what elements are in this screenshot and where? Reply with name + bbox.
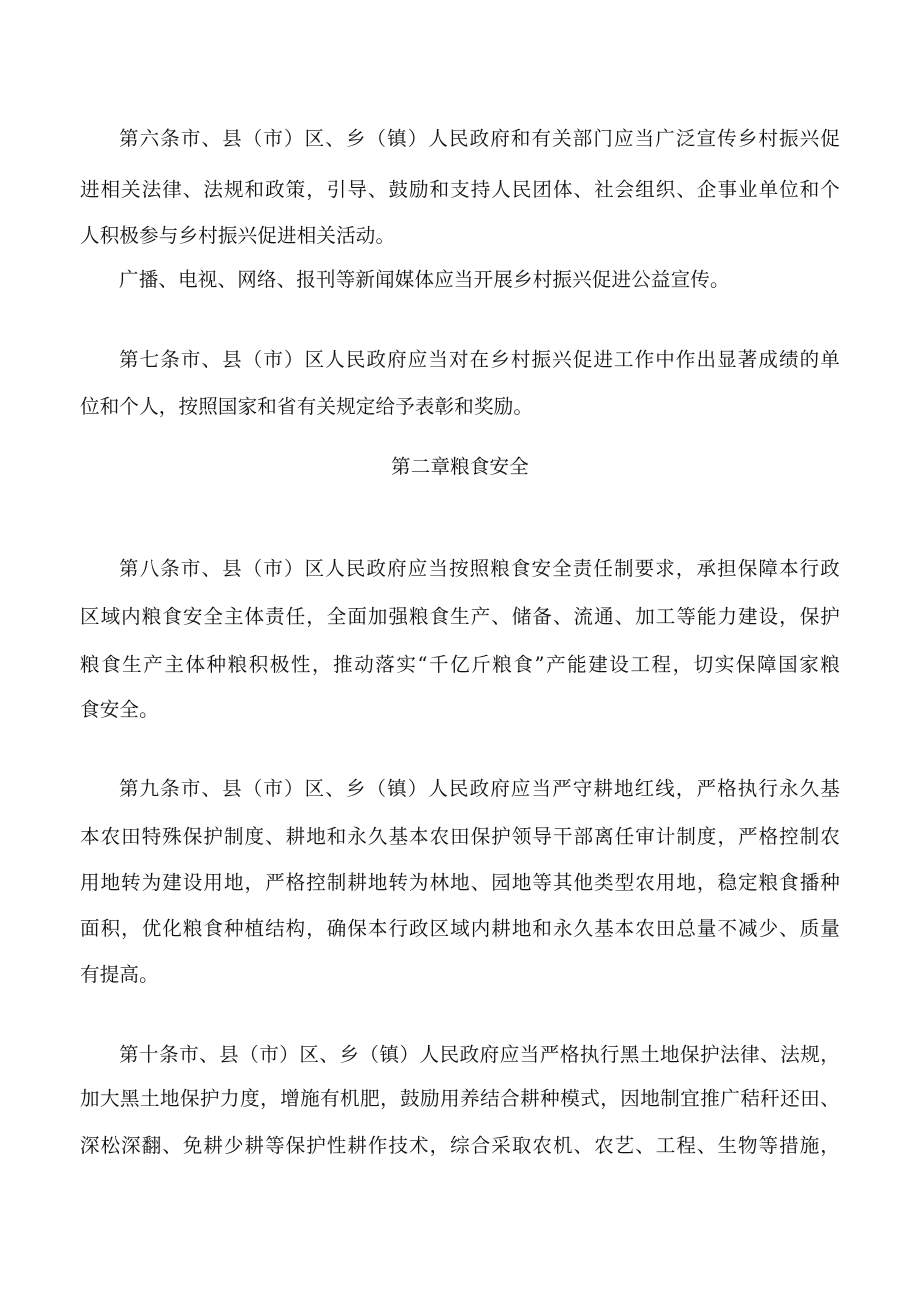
article-6-line-1: 第六条市、县（市）区、乡（镇）人民政府和有关部门应当广泛宣传乡村振兴促 <box>119 127 840 150</box>
article-8-line-3: 粮食生产主体种粮积极性，推动落实“千亿斤粮食”产能建设工程，切实保障国家粮 <box>80 653 840 676</box>
article-6-paragraph-2: 广播、电视、网络、报刊等新闻媒体应当开展乡村振兴促进公益宣传。 <box>119 268 730 291</box>
article-7-line-1: 第七条市、县（市）区人民政府应当对在乡村振兴促进工作中作出显著成绩的单 <box>119 348 840 371</box>
article-10-line-3: 深松深翻、免耕少耕等保护性耕作技术，综合采取农机、农艺、工程、生物等措施， <box>80 1134 840 1157</box>
article-9-line-5: 有提高。 <box>80 963 159 986</box>
article-10-line-1: 第十条市、县（市）区、乡（镇）人民政府应当严格执行黑土地保护法律、法规， <box>119 1043 840 1066</box>
chapter-title: 第二章粮食安全 <box>391 455 529 478</box>
article-6-line-3: 人积极参与乡村振兴促进相关活动。 <box>80 224 396 247</box>
article-9-line-3: 用地转为建设用地，严格控制耕地转为林地、园地等其他类型农用地，稳定粮食播种 <box>80 871 840 894</box>
article-8-line-4: 食安全。 <box>80 698 159 721</box>
article-9-line-4: 面积，优化粮食种植结构，确保本行政区域内耕地和永久基本农田总量不减少、质量 <box>80 917 840 940</box>
article-6-line-2: 进相关法律、法规和政策，引导、鼓励和支持人民团体、社会组织、企事业单位和个 <box>80 178 840 201</box>
article-8-line-1: 第八条市、县（市）区人民政府应当按照粮食安全责任制要求，承担保障本行政 <box>119 557 840 580</box>
article-9-line-1: 第九条市、县（市）区、乡（镇）人民政府应当严守耕地红线，严格执行永久基 <box>119 777 840 800</box>
article-10-line-2: 加大黑土地保护力度，增施有机肥，鼓励用养结合耕种模式，因地制宜推广秸秆还田、 <box>80 1087 840 1110</box>
article-8-line-2: 区域内粮食安全主体责任，全面加强粮食生产、储备、流通、加工等能力建设，保护 <box>80 605 840 628</box>
article-7-line-2: 位和个人，按照国家和省有关规定给予表彰和奖励。 <box>80 395 534 418</box>
article-9-line-2: 本农田特殊保护制度、耕地和永久基本农田保护领导干部离任审计制度，严格控制农 <box>80 825 840 848</box>
